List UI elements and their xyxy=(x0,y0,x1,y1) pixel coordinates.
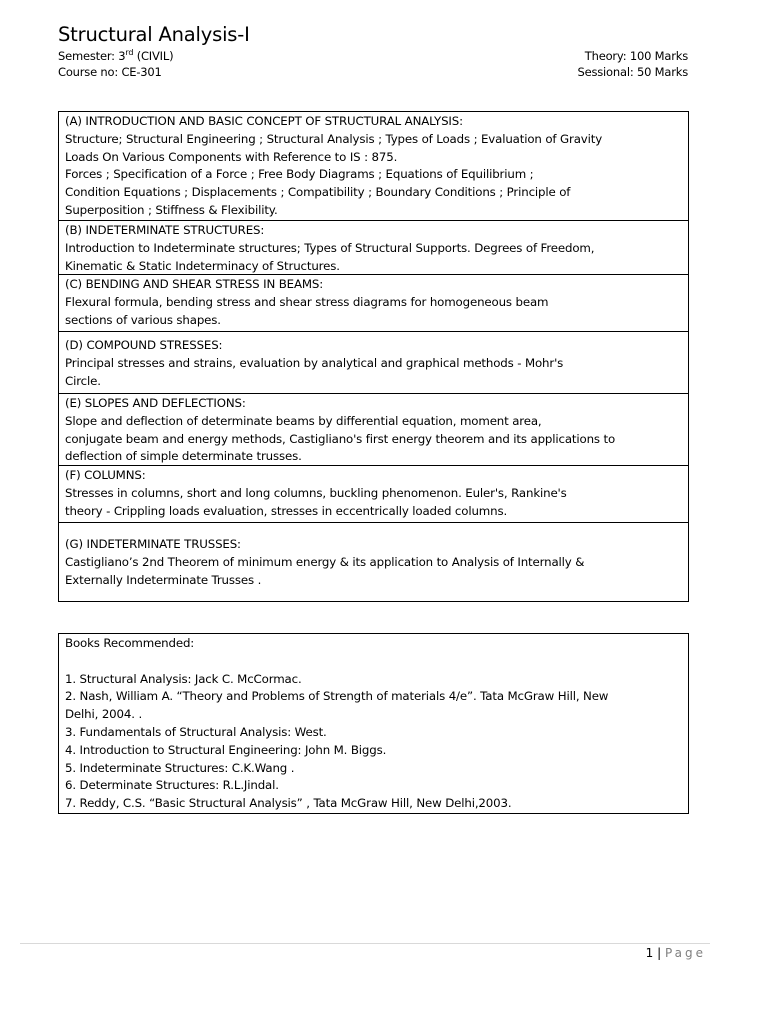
unit-f xyxy=(59,465,688,522)
unit-line: deflection of simple determinate trusses. xyxy=(65,449,302,464)
unit-heading: (B) INDETERMINATE STRUCTURES: xyxy=(65,223,265,237)
unit-line: theory - Crippling loads evaluation, stresses in eccentrically loaded columns. xyxy=(65,503,508,518)
page-label: Page xyxy=(664,946,706,960)
unit-c xyxy=(59,274,688,331)
unit-line: Condition Equations ; Displacements ; Compatibility ; Boundary Conditions ; Principle of xyxy=(65,185,571,200)
book-item: Delhi, 2004. . xyxy=(65,707,143,722)
book-item: 3. Fundamentals of Structural Analysis: West. xyxy=(65,724,327,739)
course-number: Course no: CE-301 xyxy=(58,65,162,79)
book-item: 5. Indeterminate Structures: C.K.Wang . xyxy=(65,760,295,775)
unit-line: conjugate beam and energy methods, Castigliano's first energy theorem and its applications to xyxy=(65,431,616,446)
unit-a xyxy=(59,112,688,220)
page-title: Structural Analysis-I xyxy=(58,23,250,46)
footer-separator: | xyxy=(657,946,662,960)
unit-line: Forces ; Specification of a Force ; Free Body Diagrams ; Equations of Equilibrium ; xyxy=(65,167,534,182)
unit-heading: (D) COMPOUND STRESSES: xyxy=(65,338,223,352)
book-item: 7. Reddy, C.S. “Basic Structural Analysis” , Tata McGraw Hill, New Delhi,2003. xyxy=(65,796,512,811)
book-item: 1. Structural Analysis: Jack C. McCormac. xyxy=(65,671,302,686)
course-meta-right xyxy=(578,48,689,80)
theory-marks: Theory: 100 Marks xyxy=(584,49,688,63)
unit-heading: (E) SLOPES AND DEFLECTIONS: xyxy=(65,396,246,410)
unit-b xyxy=(59,220,688,274)
semester-line: Semester: 3rd (CIVIL) xyxy=(58,48,174,63)
unit-line: Kinematic & Static Indeterminacy of Structures. xyxy=(65,258,340,273)
unit-g xyxy=(59,522,688,601)
page-footer xyxy=(646,945,706,961)
unit-line: sections of various shapes. xyxy=(65,312,221,327)
book-item: 4. Introduction to Structural Engineering: John M. Biggs. xyxy=(65,742,387,757)
unit-line: Stresses in columns, short and long columns, buckling phenomenon. Euler's, Rankine's xyxy=(65,485,567,500)
unit-line: Circle. xyxy=(65,373,101,388)
unit-line: Loads On Various Components with Reference to IS : 875. xyxy=(65,149,398,164)
unit-heading: (G) INDETERMINATE TRUSSES: xyxy=(65,537,241,551)
unit-line: Principal stresses and strains, evaluation by analytical and graphical methods - Mohr's xyxy=(65,355,564,370)
unit-line: Structure; Structural Engineering ; Structural Analysis ; Types of Loads ; Evaluation of Gravity xyxy=(65,131,603,146)
course-meta-left xyxy=(58,48,173,80)
unit-line: Slope and deflection of determinate beams by differential equation, moment area, xyxy=(65,413,542,428)
syllabus-table xyxy=(58,111,689,602)
unit-heading: (F) COLUMNS: xyxy=(65,468,146,482)
unit-line: Flexural formula, bending stress and shear stress diagrams for homogeneous beam xyxy=(65,294,549,309)
unit-line: Castigliano’s 2nd Theorem of minimum energy & its application to Analysis of Internally & xyxy=(65,554,585,569)
unit-heading: (A) INTRODUCTION AND BASIC CONCEPT OF STRUCTURAL ANALYSIS: xyxy=(65,114,463,128)
books-heading: Books Recommended: xyxy=(65,636,195,650)
sessional-marks: Sessional: 50 Marks xyxy=(577,65,688,79)
unit-heading: (C) BENDING AND SHEAR STRESS IN BEAMS: xyxy=(65,277,324,291)
books-recommended xyxy=(58,633,689,814)
unit-d xyxy=(59,331,688,393)
book-item: 2. Nash, William A. “Theory and Problems of Strength of materials 4/e”. Tata McGraw Hill, New xyxy=(65,689,609,704)
unit-line: Introduction to Indeterminate structures; Types of Structural Supports. Degrees of Freedom, xyxy=(65,240,595,255)
unit-e xyxy=(59,393,688,465)
spacer xyxy=(65,653,682,671)
book-item: 6. Determinate Structures: R.L.Jindal. xyxy=(65,778,279,793)
page-number: 1 xyxy=(645,946,654,960)
unit-line: Externally Indeterminate Trusses . xyxy=(65,572,262,587)
footer-divider xyxy=(20,943,710,944)
unit-line: Superposition ; Stiffness & Flexibility. xyxy=(65,202,278,217)
